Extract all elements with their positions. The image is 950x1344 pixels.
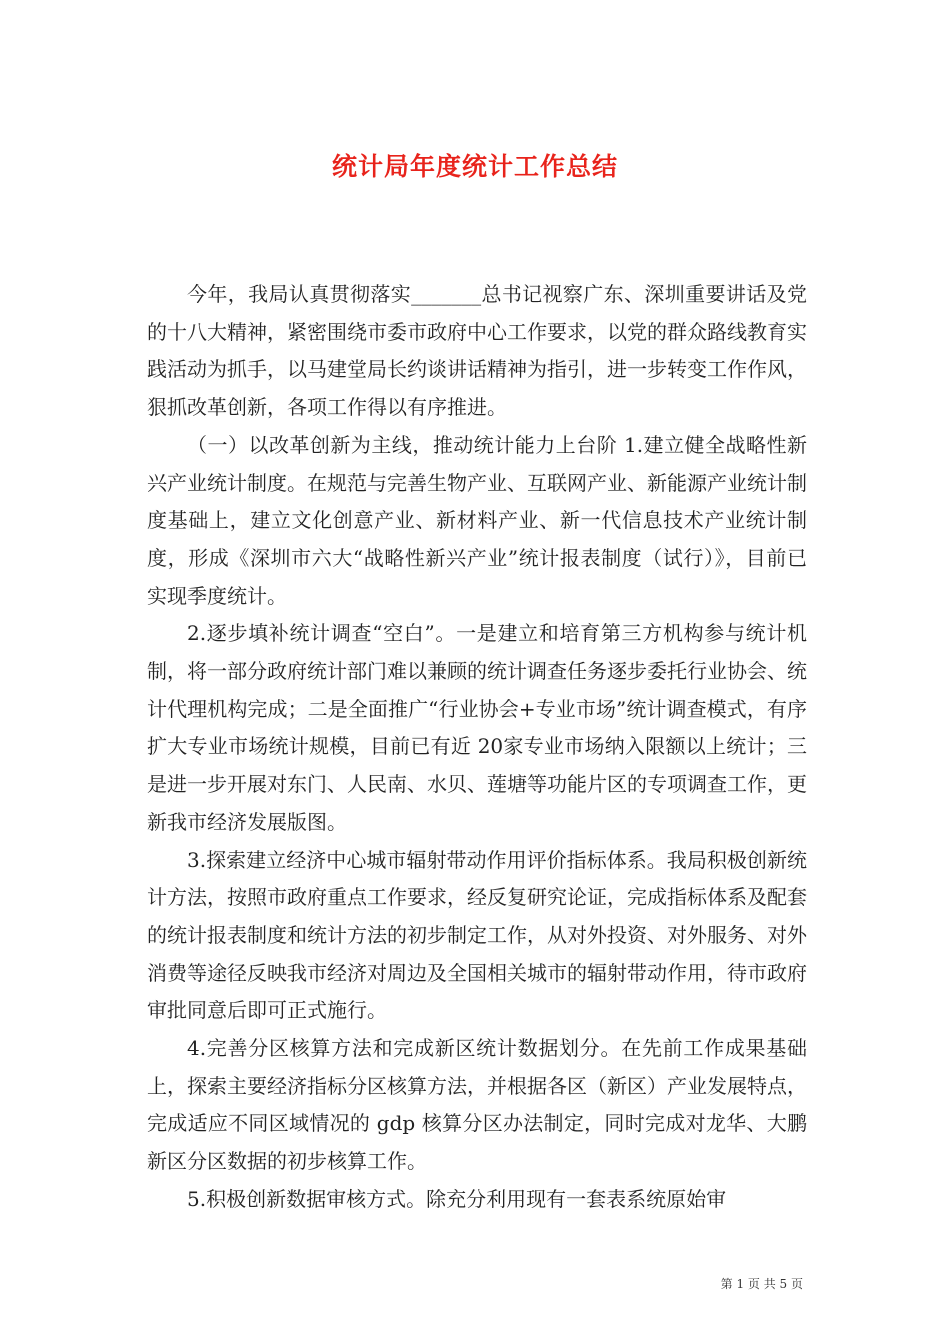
paragraph-section-1: （一）以改革创新为主线，推动统计能力上台阶 1.建立健全战略性新兴产业统计制度。在规范与完善生物产业、互联网产业、新能源产业统计制度基础上，建立文化创意产业、新材料产业、新一代信息技术产业统计制度，形成《深圳市六大“战略性新兴产业”统计报表制度（试行）》，目前已实现季度统计。 <box>147 432 807 608</box>
paragraph-item-2: 2.逐步填补统计调查“空白”。一是建立和培育第三方机构参与统计机制，将一部分政府统计部门难以兼顾的统计调查任务逐步委托行业协会、统计代理机构完成；二是全面推广“行业协会+专业市场”统计调查模式，有序扩大专业市场统计规模，目前已有近 20家专业市场纳入限额以上统计；三是进一步开展对东门、人民南、水贝、莲塘等功能片区的专项调查工作，更新我市经济发展版图。 <box>147 621 807 834</box>
paragraph-item-5: 5.积极创新数据审核方式。除充分利用现有一套表系统原始审 <box>187 1186 727 1211</box>
document-body <box>147 276 807 1219</box>
paragraph-item-4: 4.完善分区核算方法和完成新区统计数据划分。在先前工作成果基础上，探索主要经济指标分区核算方法，并根据各区（新区）产业发展特点，完成适应不同区域情况的 gdp 核算分区办法制定，同时完成对龙华、大鹏新区分区数据的初步核算工作。 <box>147 1036 807 1174</box>
paragraph-item-3: 3.探索建立经济中心城市辐射带动作用评价指标体系。我局积极创新统计方法，按照市政府重点工作要求，经反复研究论证，完成指标体系及配套的统计报表制度和统计方法的初步制定工作，从对外投资、对外服务、对外消费等途径反映我市经济对周边及全国相关城市的辐射带动作用，待市政府审批同意后即可正式施行。 <box>147 847 807 1023</box>
document-title: 统计局年度统计工作总结 <box>331 151 618 181</box>
page-number: 第 1 页 共 5 页 <box>720 1277 803 1291</box>
paragraph-intro: 今年，我局认真贯彻落实_______总书记视察广东、深圳重要讲话及党的十八大精神，紧密围绕市委市政府中心工作要求，以党的群众路线教育实践活动为抓手，以马建堂局长约谈讲话精神为指引，进一步转变工作作风，狠抓改革创新，各项工作得以有序推进。 <box>147 282 807 420</box>
